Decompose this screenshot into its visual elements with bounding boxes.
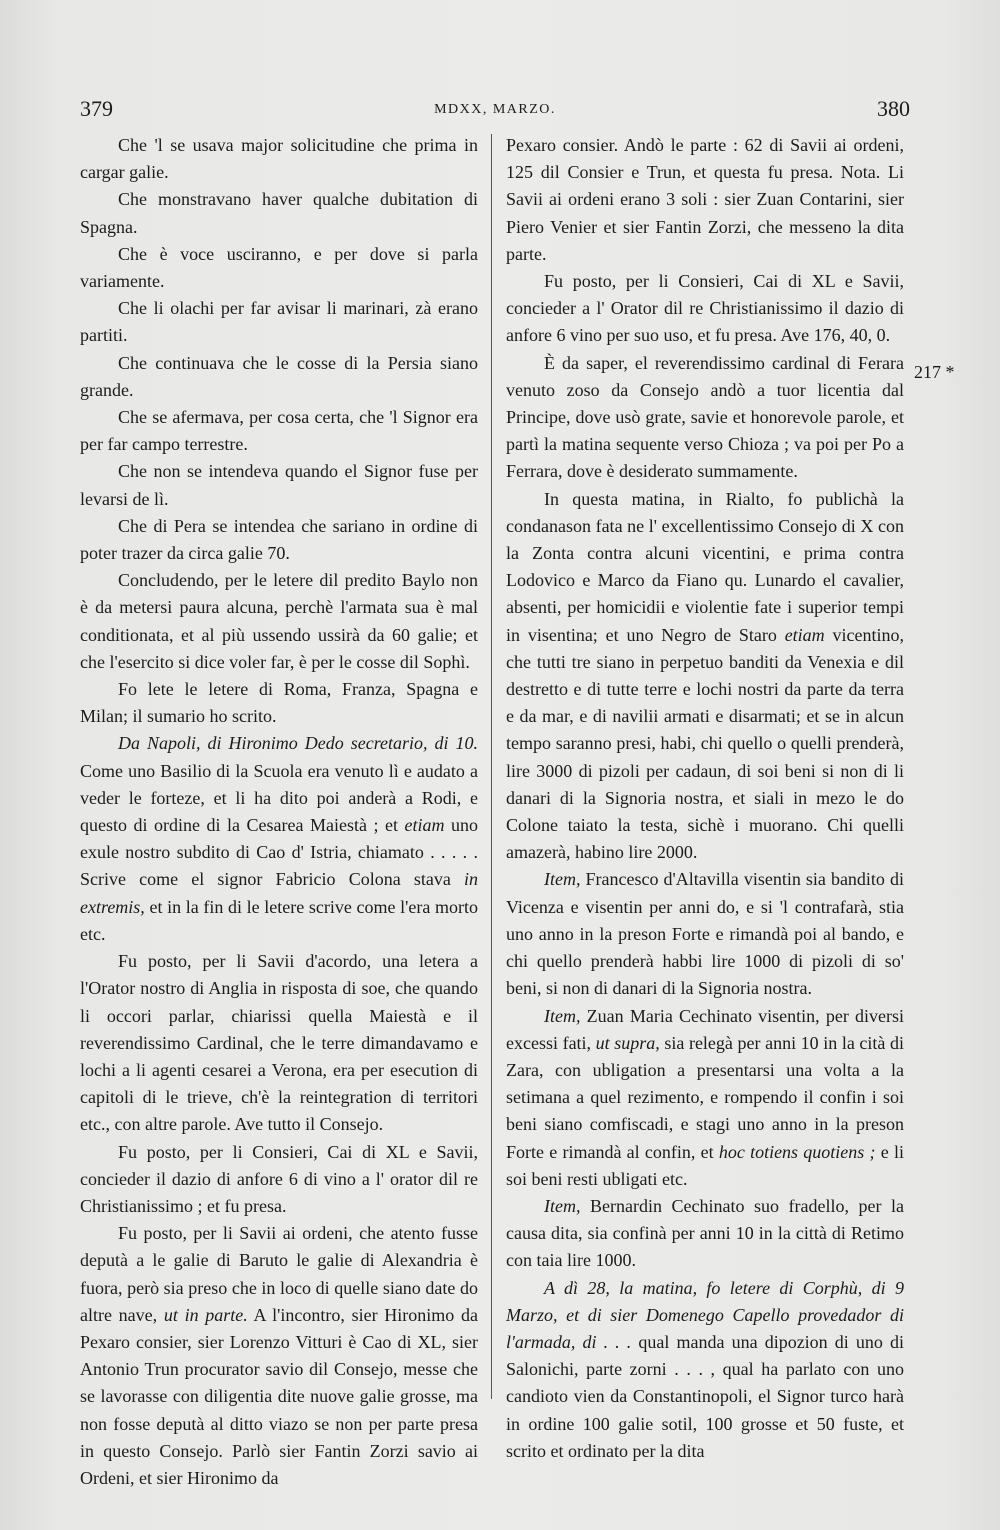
paragraph: Che 'l se usava major solicitudine che prima in cargar galie. [80,135,478,183]
paragraph: Pexaro consier. Andò le parte : 62 di Savii ai ordeni, 125 dil Consier e Trun, et questa fu presa. Nota. Li Savii ai ordeni erano 3 soli : sier Zuan Contarini, sier Piero Venier et sier Fantin Zorzi, che messeno la dita parte. [506,135,904,264]
paragraph: Che di Pera se intendea che sariano in ordine di poter trazer da circa galie 70. [80,515,478,564]
paragraph: Che non se intendeva quando el Signor fuse per levarsi de lì. [80,461,478,509]
paragraph: Da Napoli, di Hironimo Dedo secretario, di 10. Come uno Basilio di la Scuola era venuto lì e audato a veder le forteze, et li ha dito poi anderà a Rodi, e questo di ordine di la Cesarea Maiestà ; et etiam uno exule nostro subdito di Cao d' Istria, chiamato . . . . . Scrive come el signor Fabricio Colona stava in extremis, et in la fin di le letere scrive come l'era morto etc. [80,733,479,944]
paragraph: Item, Bernardin Cechinato suo fradello, per la causa dita, sia confinà per anni 10 in la città di Retimo con taia lire 1000. [506,1195,904,1271]
paragraph: Che se afermava, per cosa certa, che 'l Signor era per far campo terrestre. [80,407,478,455]
paragraph: Che è voce usciranno, e per dove si parla variamente. [80,243,478,292]
margin-note: 217 * [914,362,955,382]
paragraph: Item, Francesco d'Altavilla visentin sia bandito di Vicenza e visentin per anni do, e si 'l contrafarà, stia uno anno in la preson Forte e rimandà poi al bando, e chi quello prenderà habbi lire 1000 di pizoli di so' beni, si non di danari di la Signoria nostra. [506,869,904,999]
column-divider [491,134,492,1399]
paragraph: Fu posto, per li Savii ai ordeni, che atento fusse deputà a le galie di Baruto le galie di Alexandria è fuora, però sia preso che in loco di quelle siano date do altre nave, ut in parte. A l'incontro, sier Hironimo da Pexaro consier, sier Lorenzo Vitturi è Cao di XL, sier Antonio Trun procurator savio dil Consejo, messe che se lavorasse con diligentia dite nuove galie grosse, ma non fosse deputà al ditto viazo se non per parte presa in questo Consejo. Parlò sier Fantin Zorzi savio ai Ordeni, et sier Hironimo da [80,1223,478,1488]
paragraph: Che monstravano haver qualche dubitation di Spagna. [80,189,478,237]
paragraph: Concludendo, per le letere dil predito Baylo non è da metersi paura alcuna, perchè l'armata sua è mal conditionata, et al più ussendo ussirà da 60 galie; et che l'esercito si dice voler far, è per le cosse dil Sophì. [80,570,478,672]
paragraph: Fo lete le letere di Roma, Franza, Spagna e Milan; il sumario ho scrito. [80,679,478,727]
page-number-right: 380 [877,96,910,121]
running-title: MDXX, MARZO. [434,102,556,117]
right-column [506,132,904,1465]
paragraph: Che li olachi per far avisar li marinari, zà erano partiti. [80,298,478,346]
left-column [80,132,478,1492]
paragraph: A dì 28, la matina, fo letere di Corphù, di 9 Marzo, et di sier Domenego Capello provedador di l'armada, di . . . qual manda una dipozion di uno di Salonichi, parte zorni . . . , qual ha parlato con uno candioto vien da Constantinopoli, el Signor turco harà in ordine 100 galie sotil, 100 grosse et 50 fuste, et scrito et ordinato per la dita [506,1277,905,1461]
italic-heading: Da Napoli, di Hironimo Dedo secretario, di 10. [118,733,478,754]
paragraph: Che continuava che le cosse di la Persia siano grande. [80,352,478,400]
page-header [80,96,910,126]
paragraph: In questa matina, in Rialto, fo publichà la condanason fata ne l' excellentissimo Consejo di X con la Zonta contra alcuni vicentini, e prima contra Lodovico e Marco da Fiano qu. Lunardo el cavalier, absenti, per homicidii e violentie fate i superior tempi in visentina; et uno Negro de Staro etiam vicentino, che tutti tre siano in perpetuo banditi da Venexia e dil destretto e di tutte terre e lochi nostri da parte da terra e da mar, e di navilii armati e disarmati; et se in alcun tempo saranno presi, habi, chi quello o quelli prenderà, lire 3000 di pizoli per cadaun, di soi beni si non di li danari di la Signoria nostra, et siali in mezo le do Colone taiato la testa, sichè i muorano. Chi quelli amazerà, habino lire 2000. [506,488,904,863]
paragraph: Item, Zuan Maria Cechinato visentin, per diversi excessi fati, ut supra, sia relegà per anni 10 in la cità di Zara, con ubligation a presentarsi una volta a la setimana a quel rezimento, e rompendo il confin i soi beni siano comfiscadi, e stagi uno anno in la preson Forte e rimandà al confin, et hoc totiens quotiens ; e li soi beni resti ubligati etc. [506,1005,905,1189]
paragraph: Fu posto, per li Consieri, Cai di XL e Savii, concieder a l' Orator dil re Christianissimo il dazio di anfore 6 vino per suo uso, et fu presa. Ave 176, 40, 0. [506,271,904,346]
paragraph: Fu posto, per li Consieri, Cai di XL e Savii, concieder il dazio di anfore 6 di vino a l' orator dil re Christianissimo ; et fu presa. [80,1141,478,1216]
paragraph: È da saper, el reverendissimo cardinal di Ferara venuto zoso da Consejo andò a tuor licentia dal Principe, dove usò grate, savie et honorevole parole, et partì la matina sequente verso Chioza ; va poi per Po a Ferrara, dove è desiderato summamente. [506,352,904,482]
page-number-left: 379 [80,96,113,121]
paragraph: Fu posto, per li Savii d'acordo, una letera a l'Orator nostro di Anglia in risposta di soe, che quando li occori parlar, chiarissi quella Maiestà e il reverendissimo Cardinal, che le terre dimandavamo e lochi a li agenti cesarei a Verona, era per esecution di capitoli di le trieve, ch'è la reintegration di territori etc., con altre parole. Ave tutto il Consejo. [80,951,478,1135]
italic-heading: A dì 28, la matina, fo letere di Corphù, di 9 Marzo, et di sier Domenego Capello provedador di l'armada, di . . . [506,1277,904,1352]
